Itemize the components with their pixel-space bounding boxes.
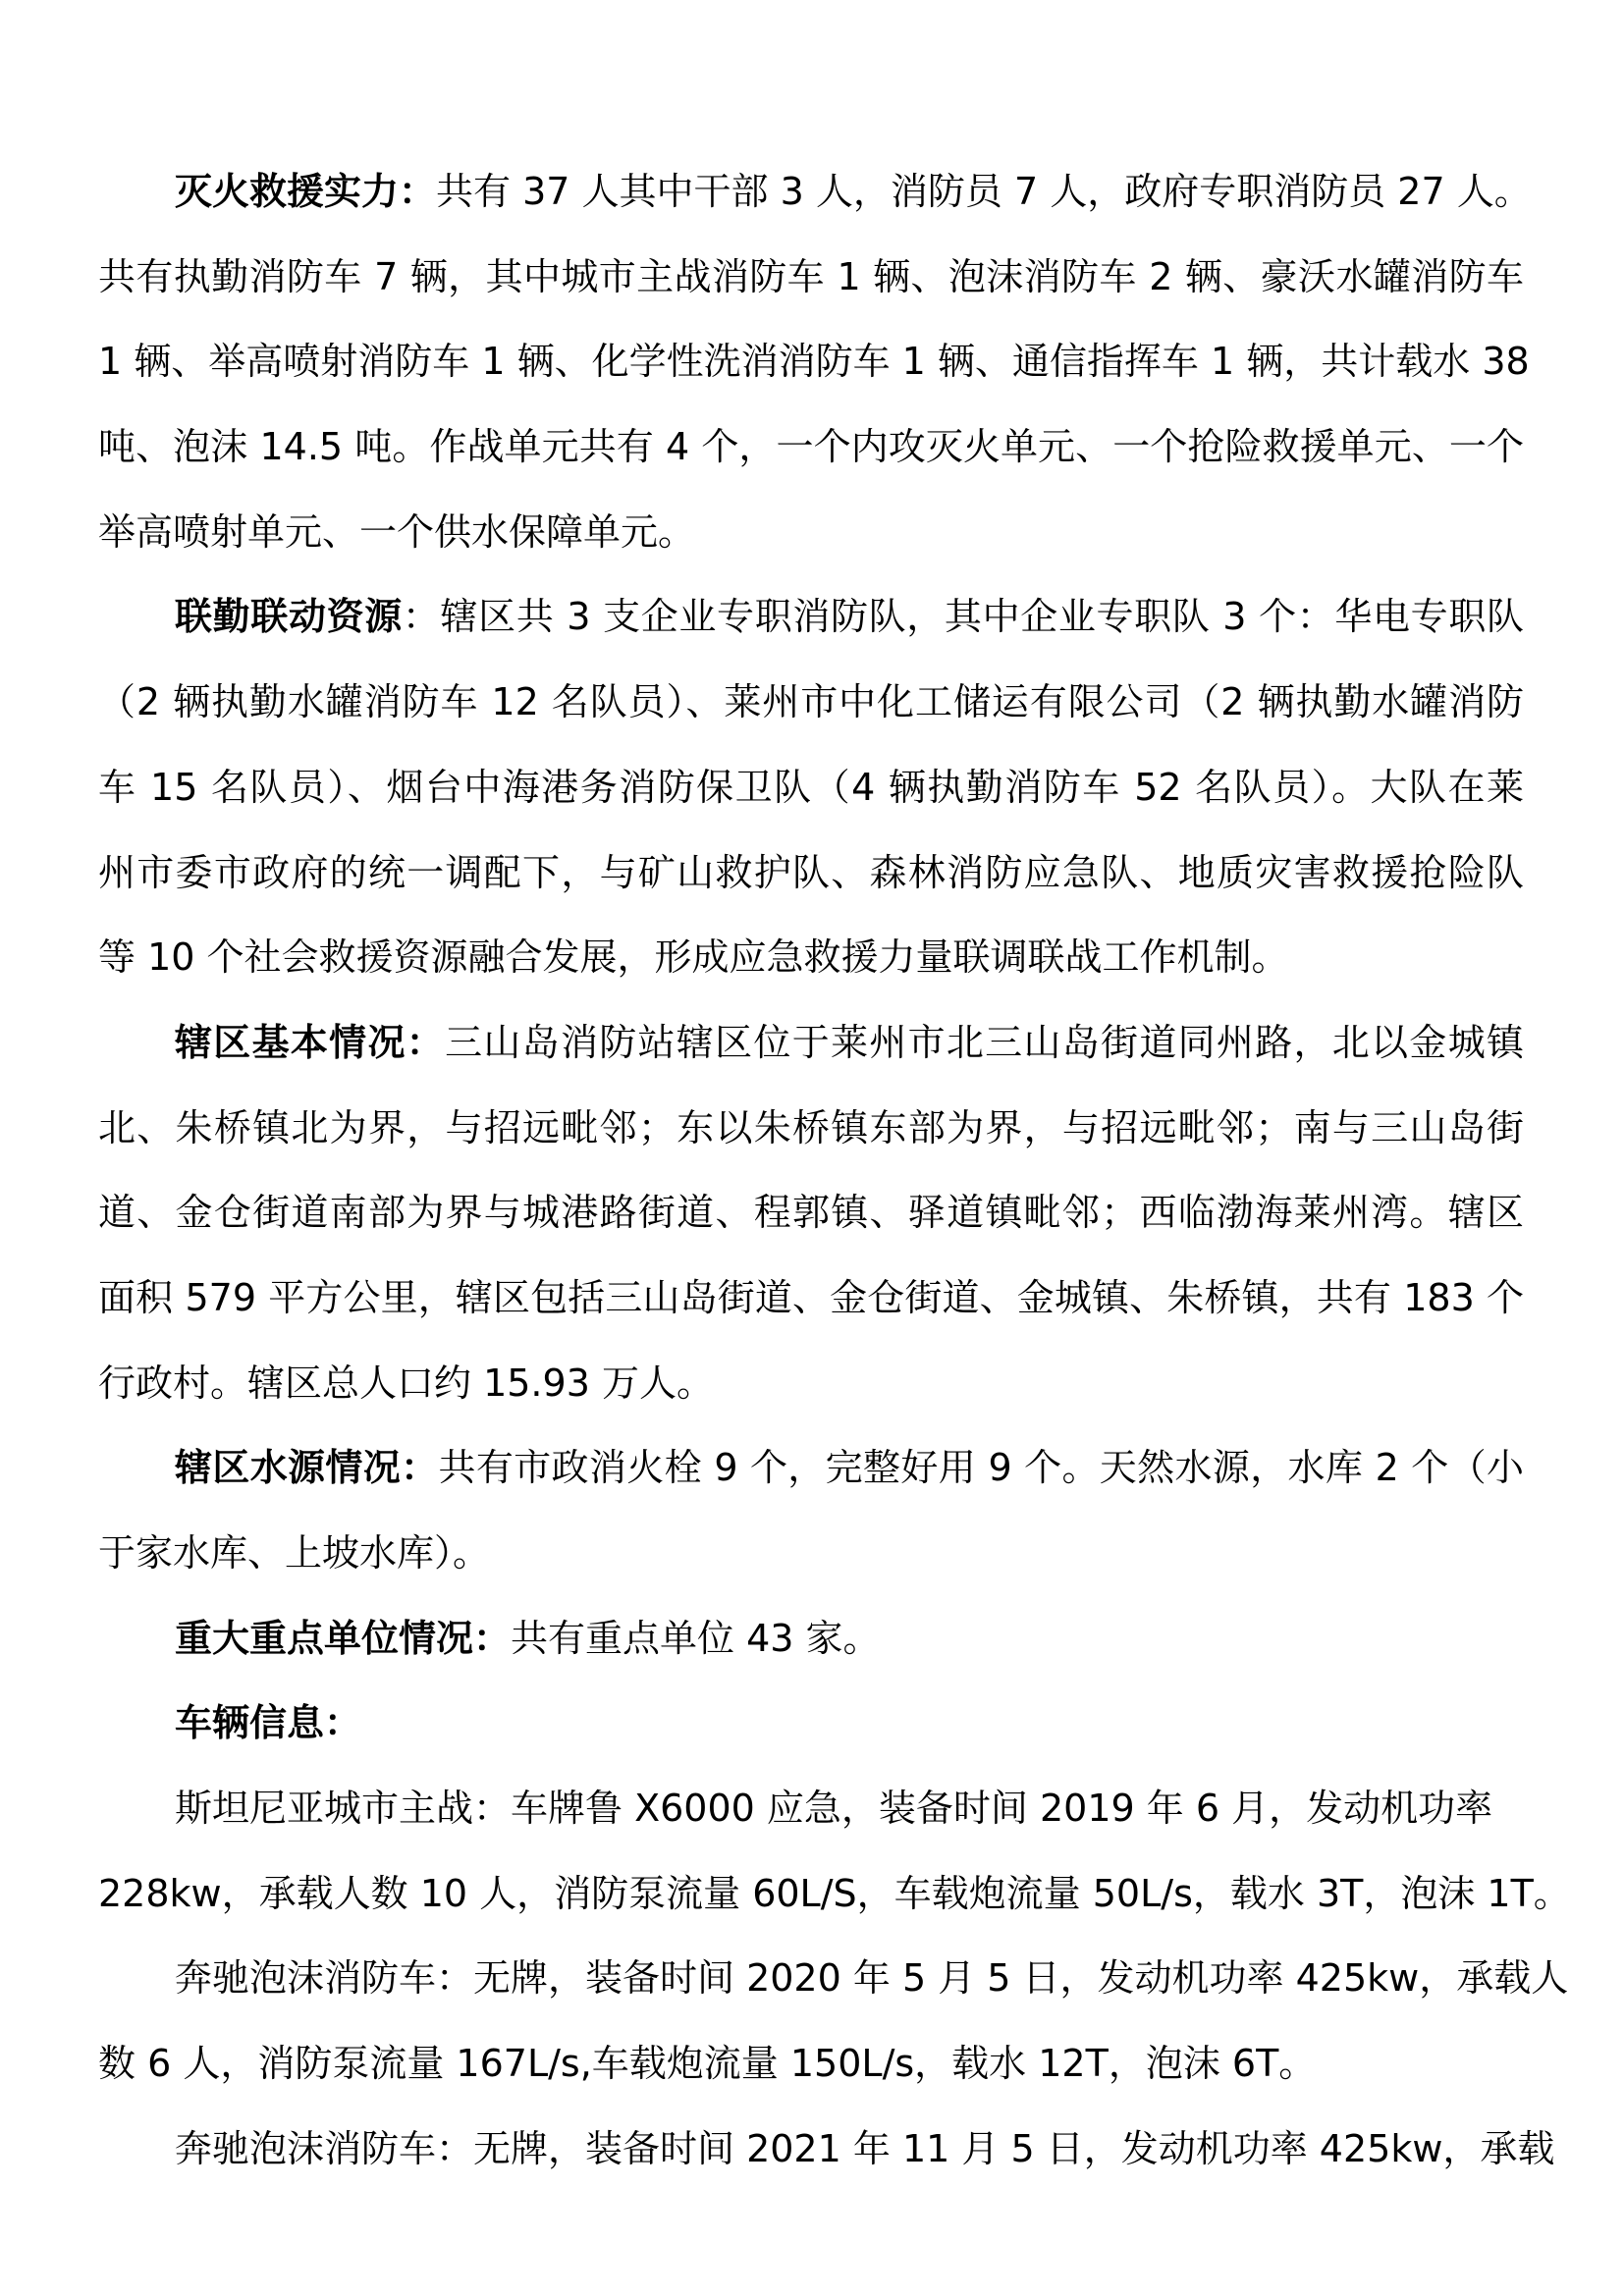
paragraph-line: 车 15 名队员）、烟台中海港务消防保卫队（4 辆执勤消防车 52 名队员）。大队在莱: [98, 765, 1524, 809]
paragraph-line: （2 辆执勤水罐消防车 12 名队员）、莱州市中化工储运有限公司（2 辆执勤水罐消防: [98, 680, 1524, 724]
section-heading: 重大重点单位情况：: [175, 1616, 512, 1660]
paragraph-line: 于家水库、上坡水库）。: [98, 1531, 491, 1575]
paragraph-line: 等 10 个社会救援资源融合发展，形成应急救援力量联调联战工作机制。: [98, 935, 1289, 980]
paragraph-line: 辖区水源情况：共有市政消火栓 9 个，完整好用 9 个。天然水源，水库 2 个（小: [175, 1446, 1524, 1490]
paragraph-line: 数 6 人，消防泵流量 167L/s,车载炮流量 150L/s，载水 12T，泡沫 6T。: [98, 2042, 1317, 2086]
paragraph-line: 灭火救援实力：共有 37 人其中干部 3 人，消防员 7 人，政府专职消防员 27 人。: [175, 170, 1532, 213]
paragraph-line: 1 辆、举高喷射消防车 1 辆、化学性洗消消防车 1 辆、通信指挥车 1 辆，共计载水 38: [98, 340, 1530, 384]
paragraph-line: 州市委市政府的统一调配下，与矿山救护队、森林消防应急队、地质灾害救援抢险队: [98, 850, 1524, 894]
section-heading: 辖区基本情况：: [175, 1020, 446, 1064]
paragraph-line: 吨、泡沫 14.5 吨。作战单元共有 4 个，一个内攻灭火单元、一个抢险救援单元、一个: [98, 425, 1524, 469]
section-heading: 联勤联动资源: [175, 595, 403, 639]
paragraph-line: 举高喷射单元、一个供水保障单元。: [98, 509, 696, 554]
paragraph-line: 道、金仓街道南部为界与城港路街道、程郭镇、驿道镇毗邻；西临渤海莱州湾。辖区: [98, 1191, 1524, 1235]
section-district-basics: [98, 1000, 1524, 1425]
vehicle-entry: [98, 1766, 1571, 1936]
paragraph-line: 斯坦尼亚城市主战：车牌鲁 X6000 应急，装备时间 2019 年 6 月，发动机功率: [175, 1787, 1493, 1831]
section-heading: 灭火救援实力：: [175, 170, 437, 213]
section-key-units: [98, 1596, 1524, 1682]
paragraph-line: 228kw，承载人数 10 人，消防泵流量 60L/S，车载炮流量 50L/s，载水 3T，泡沫 1T。: [98, 1871, 1571, 1915]
paragraph-line: 行政村。辖区总人口约 15.93 万人。: [98, 1361, 714, 1405]
paragraph-line: 重大重点单位情况：共有重点单位 43 家。: [175, 1616, 881, 1660]
section-joint-resources: [98, 574, 1524, 999]
section-water-sources: [98, 1425, 1524, 1595]
vehicle-entry: [98, 1936, 1569, 2106]
paragraph-line: 共有执勤消防车 7 辆，其中城市主战消防车 1 辆、泡沫消防车 2 辆、豪沃水罐消防车: [98, 254, 1524, 298]
section-heading: 车辆信息：: [175, 1701, 362, 1745]
vehicle-entry: [98, 2107, 1555, 2192]
paragraph-line: 奔驰泡沫消防车：无牌，装备时间 2020 年 5 月 5 日，发动机功率 425kw，承载人: [175, 1956, 1569, 2001]
section-vehicles: [98, 1681, 1524, 1766]
paragraph-line: 联勤联动资源：辖区共 3 支企业专职消防队，其中企业专职队 3 个：华电专职队: [175, 595, 1524, 639]
section-heading: 辖区水源情况：: [175, 1446, 439, 1490]
document-page: [98, 149, 1571, 2192]
section-firefighting-strength: [98, 149, 1532, 574]
paragraph-line: 辖区基本情况：三山岛消防站辖区位于莱州市北三山岛街道同州路，北以金城镇: [175, 1020, 1524, 1064]
paragraph-line: [98, 1681, 1524, 1766]
paragraph-line: 奔驰泡沫消防车：无牌，装备时间 2021 年 11 月 5 日，发动机功率 425kw，承载: [175, 2126, 1555, 2170]
paragraph-line: 面积 579 平方公里，辖区包括三山岛街道、金仓街道、金城镇、朱桥镇，共有 183 个: [98, 1275, 1524, 1319]
paragraph-line: 北、朱桥镇北为界，与招远毗邻；东以朱桥镇东部为界，与招远毗邻；南与三山岛街: [98, 1105, 1524, 1149]
